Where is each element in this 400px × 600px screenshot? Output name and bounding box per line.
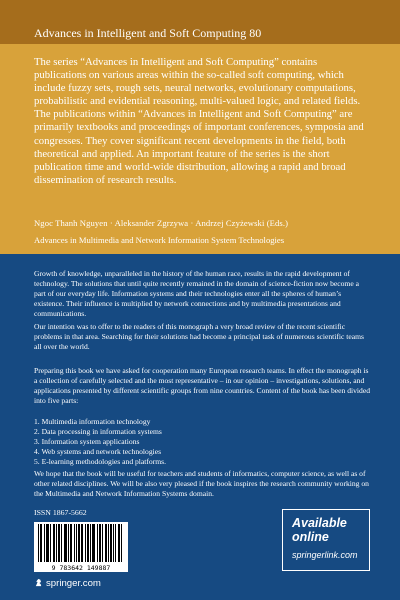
series-title: Advances in Intelligent and Soft Computing 80 [34,26,262,40]
paragraph-intention: Our intention was to offer to the readers of this monograph a very broad review of the recent scientific problems in that area. Searching for their solutions had become a principal task of numerous scientific teams all over the world. [34,322,365,351]
book-title: Advances in Multimedia and Network Information System Technologies [34,235,285,245]
paragraph-intro: Growth of knowledge, unparalleled in the history of the human race, results in the rapid development of technology. The solutions that until quite recently remained in the domain of science-fiction now become a part of our everyday life. Information systems and their technologies enter all the spheres of human’s existence. Their influence is multiplied by network connections and by multimedia presentations and communications. [34,269,359,318]
barcode-number: 9 783642 149887 [34,564,128,572]
part-item: 2. Data processing in information systems [34,427,162,436]
part-item: 5. E-learning methodologies and platforms. [34,457,167,466]
part-item: 1. Multimedia information technology [34,417,151,426]
part-item: 3. Information system applications [34,437,140,446]
available-line: Available [292,516,347,530]
paragraph-preparation: Preparing this book we have asked for cooperation many European research teams. In effect the monograph is a collection of carefully selected and the most representative – in our opinion – investigations, solutions, and applications presented by different scientific groups from nine countries. Content of the book has been divided into five parts: [34,366,371,405]
springerlink-link[interactable]: springerlink.com [292,550,358,560]
online-line: online [292,530,329,544]
available-online-badge[interactable] [282,509,370,571]
part-item: 4. Web systems and network technologies [34,447,162,456]
publisher-logo[interactable] [34,578,101,589]
issn: ISSN 1867-5662 [34,508,87,517]
editors: Ngoc Thanh Nguyen · Aleksander Zgrzywa · Andrzej Czyżewski (Eds.) [34,218,289,228]
chess-knight-icon [34,578,43,587]
series-description: The series “Advances in Intelligent and Soft Computing” contains publications on various areas within the so-called soft computing, which include fuzzy sets, rough sets, neural networks, evolutionary computations, probabilistic and evidential reasoning, multi-valued logic, and related fields. The publications within “Advances in Intelligent and Soft Computing” are primarily textbooks and proceedings of important conferences, symposia and congresses. They cover significant recent developments in the field, both theoretical and applied. An important feature of the series is the short publication time and world-wide distribution, allowing a rapid and broad dissemination of research results. [34,56,364,186]
paragraph-closing: We hope that the book will be useful for teachers and students of informatics, computer science, as well as of other related disciplines. We will be also very pleased if the book inspires the research community working on the Multimedia and Network Information Systems domain. [34,469,369,498]
available-online-heading [292,516,347,544]
parts-list [34,417,166,467]
barcode-bars [34,522,128,563]
publisher-url: springer.com [46,578,101,589]
barcode [34,522,128,572]
